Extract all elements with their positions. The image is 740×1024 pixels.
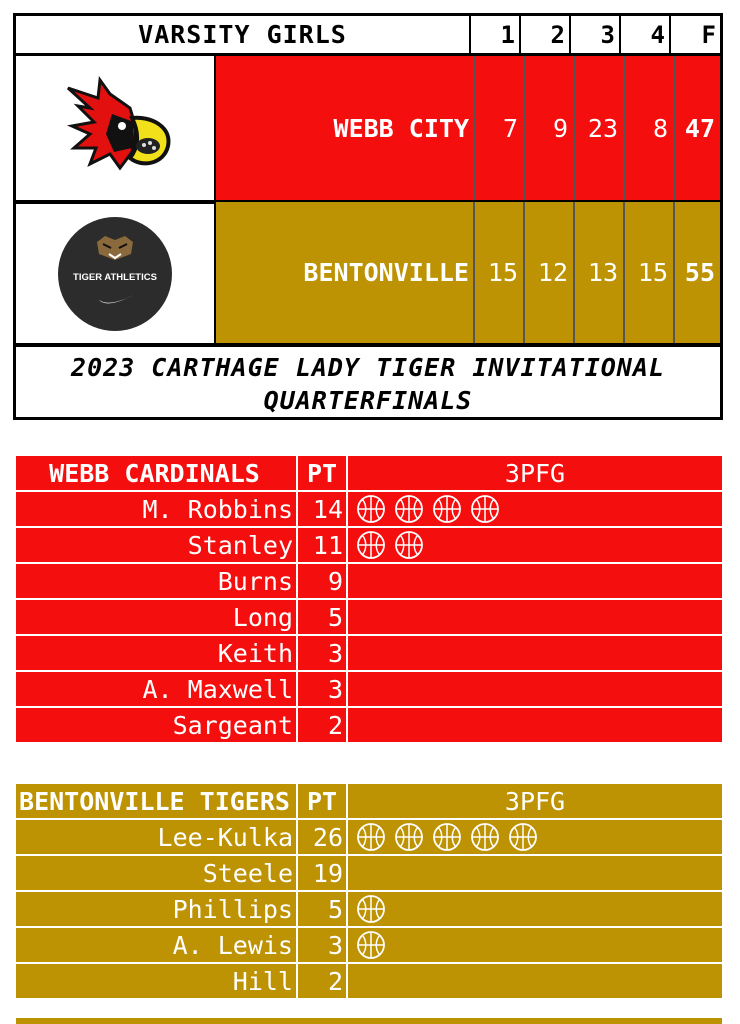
quarter-header-2: 2 [521,16,571,53]
basketball-icon [432,494,462,524]
player-points: 9 [298,564,348,598]
scoreboard-header [16,16,720,53]
score-webb-q3: 23 [575,56,625,200]
team-row-bentonville [16,202,720,343]
team-name-webb: WEBB CITY [216,56,475,200]
player-points: 11 [298,528,348,562]
player-row [16,964,722,998]
score-bentonville-q2: 12 [525,202,575,343]
basketball-icon [470,822,500,852]
player-name: Steele [16,856,298,890]
player-name: Long [16,600,298,634]
score-bentonville-q3: 13 [575,202,625,343]
player-points: 3 [298,636,348,670]
team-column-header: BENTONVILLE TIGERS [16,784,298,818]
player-points: 26 [298,820,348,854]
team-name-bentonville: BENTONVILLE [216,202,475,343]
quarter-header-3: 3 [571,16,621,53]
next-table-edge [16,1018,722,1024]
pt-column-header: PT [298,784,348,818]
score-webb-q1: 7 [475,56,525,200]
player-points: 19 [298,856,348,890]
3pfg-column-header: 3PFG [504,786,566,816]
tiger-athletics-text: TIGER ATHLETICS [73,271,157,283]
basketball-icon [394,494,424,524]
player-row [16,528,722,564]
scoreboard [13,13,723,420]
quarter-header-final: F [701,20,716,49]
player-3pfg [348,636,722,670]
event-title-line-1: 2023 CARTHAGE LADY TIGER INVITATIONAL [71,353,665,382]
event-title [16,347,720,417]
basketball-icon [470,494,500,524]
player-points: 2 [298,708,348,742]
player-row [16,820,722,856]
player-3pfg [348,820,722,854]
quarter-header-1: 1 [471,16,521,53]
player-row [16,672,722,708]
player-3pfg [348,492,722,526]
tiger-athletics-logo-icon [55,214,175,334]
score-bentonville-q4: 15 [625,202,675,343]
player-row [16,492,722,528]
event-banner [16,345,720,417]
player-3pfg [348,964,722,998]
score-webb-q4: 8 [625,56,675,200]
basketball-icon [394,530,424,560]
player-name: Phillips [16,892,298,926]
pt-column-header: PT [298,456,348,490]
score-bentonville-q1: 15 [475,202,525,343]
webb-stats-table [16,456,722,742]
team-column-header: WEBB CARDINALS [16,456,298,490]
player-row [16,928,722,964]
table-header [16,784,722,820]
player-name: Stanley [16,528,298,562]
quarter-header-4: 4 [621,16,671,53]
player-3pfg [348,856,722,890]
table-header [16,456,722,492]
player-row [16,708,722,742]
player-points: 3 [298,672,348,706]
score-webb-final: 47 [675,56,720,200]
player-3pfg [348,600,722,634]
player-name: Sargeant [16,708,298,742]
event-title-line-2: QUARTERFINALS [263,386,473,415]
player-row [16,564,722,600]
player-name: Lee-Kulka [16,820,298,854]
3pfg-column-header: 3PFG [504,458,566,488]
team-row-webb-city [16,56,720,200]
basketball-icon [432,822,462,852]
player-row [16,892,722,928]
basketball-icon [356,894,386,924]
player-name: Burns [16,564,298,598]
player-3pfg [348,892,722,926]
player-3pfg [348,928,722,962]
bentonville-stats-table [16,784,722,998]
cardinal-logo-icon [50,68,180,188]
player-3pfg [348,708,722,742]
logo-cell-bentonville [16,202,216,343]
player-row [16,600,722,636]
basketball-icon [356,530,386,560]
basketball-icon [356,822,386,852]
score-webb-q2: 9 [525,56,575,200]
player-points: 2 [298,964,348,998]
basketball-icon [508,822,538,852]
basketball-icon [356,930,386,960]
player-3pfg [348,672,722,706]
score-bentonville-final: 55 [675,202,720,343]
player-name: Hill [16,964,298,998]
player-3pfg [348,564,722,598]
player-points: 3 [298,928,348,962]
player-row [16,856,722,892]
player-points: 5 [298,892,348,926]
player-points: 14 [298,492,348,526]
scoreboard-title: VARSITY GIRLS [16,16,471,53]
logo-cell-webb [16,56,216,200]
player-name: A. Maxwell [16,672,298,706]
player-3pfg [348,528,722,562]
basketball-icon [394,822,424,852]
basketball-icon [356,494,386,524]
player-row [16,636,722,672]
player-name: Keith [16,636,298,670]
player-points: 5 [298,600,348,634]
player-name: M. Robbins [16,492,298,526]
player-name: A. Lewis [16,928,298,962]
